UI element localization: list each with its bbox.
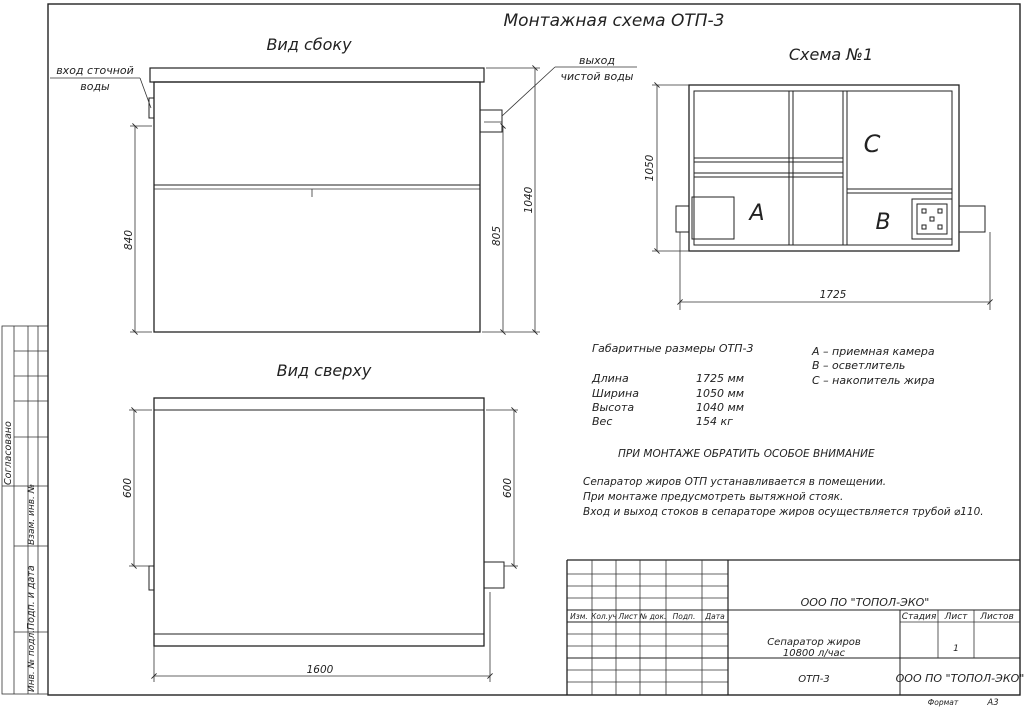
sheet-title: Монтажная схема ОТП-3: [503, 11, 725, 31]
tb-sheet-number: 1: [953, 644, 959, 654]
tb-stage-header: Стадия: [901, 612, 937, 622]
side-label-original-inv: Инв. № подл.: [27, 629, 37, 692]
format-value: А3: [987, 698, 999, 707]
note-line-2: При монтаже предусмотреть вытяжной стояк.: [583, 491, 844, 503]
tb-product-line2: 10800 л/час: [782, 648, 846, 659]
inlet-label-line2: воды: [80, 80, 110, 93]
tb-org-top: ООО ПО "ТОПОЛ-ЭКО": [800, 596, 930, 609]
specs-block: [591, 342, 754, 428]
spec-name-height: Высота: [592, 401, 635, 414]
spec-name-weight: Вес: [592, 415, 613, 428]
side-view-lid: [150, 68, 484, 82]
legend-item-b: В – осветлитель: [812, 359, 906, 372]
side-label-agreed: Согласовано: [3, 421, 14, 485]
note-line-1: Сепаратор жиров ОТП устанавливается в помещении.: [583, 476, 887, 488]
zone-c-label: C: [863, 130, 881, 158]
tb-header-sheet: Лист: [618, 612, 638, 621]
top-inlet-pipe: [149, 566, 154, 590]
scheme-inner-outline: [694, 91, 952, 245]
approval-side-strip: [2, 326, 48, 694]
scheme-dim-1050: 1050: [644, 154, 656, 182]
legend-item-c: С – накопитель жира: [812, 374, 935, 387]
tb-product-line1: Сепаратор жиров: [767, 637, 861, 648]
specs-title: Габаритные размеры ОТП-3: [592, 342, 754, 355]
scheme-outer-outline: [689, 85, 959, 251]
side-label-replacement-inv: Взам. инв. №: [27, 483, 37, 545]
side-dim-840: 840: [123, 229, 135, 251]
scheme-outlet-pipe: [959, 206, 985, 232]
side-view: [50, 35, 637, 332]
side-view-body: [154, 82, 480, 332]
inlet-label-line1: вход сточной: [56, 64, 134, 77]
spec-value-weight: 154 кг: [696, 415, 733, 428]
spec-name-width: Ширина: [592, 387, 639, 400]
scheme-dim-1725: 1725: [819, 289, 847, 301]
installation-notes: [583, 448, 984, 518]
zone-a-label: A: [749, 201, 765, 226]
top-dim-1600: 1600: [306, 664, 334, 676]
side-outlet-pipe: [480, 110, 502, 132]
outlet-label-line2: чистой воды: [560, 70, 634, 83]
tb-header-sign: Подп.: [672, 612, 696, 621]
tb-sheet-header: Лист: [944, 612, 968, 622]
spec-value-length: 1725 мм: [696, 372, 745, 385]
format-label: Формат: [927, 698, 959, 707]
zone-b-label: B: [875, 210, 891, 235]
scheme-plan: [644, 45, 990, 310]
note-line-3: Вход и выход стоков в сепараторе жиров осуществляется трубой ⌀110.: [583, 506, 984, 518]
spec-value-height: 1040 мм: [696, 401, 745, 414]
tb-designation: ОТП-3: [798, 674, 830, 685]
tb-header-doc: № док.: [639, 612, 667, 621]
scheme-inlet-box: [692, 197, 734, 239]
tb-header-change: Изм.: [570, 612, 588, 621]
side-view-title: Вид сбоку: [266, 35, 352, 54]
top-view-title: Вид сверху: [276, 361, 372, 380]
side-dim-1040: 1040: [523, 186, 535, 214]
tb-header-date: Дата: [705, 612, 725, 621]
top-dim-600-right: 600: [502, 477, 514, 499]
top-outlet-pipe: [484, 562, 504, 588]
side-label-sign-date: Подп. и дата: [26, 565, 37, 630]
zone-legend: [811, 345, 935, 387]
spec-name-length: Длина: [592, 372, 629, 385]
top-view-body: [154, 398, 484, 646]
scheme-title: Схема №1: [788, 45, 874, 64]
tb-org-bottom: ООО ПО "ТОПОЛ-ЭКО": [895, 672, 1024, 685]
scheme-inlet-pipe: [676, 206, 689, 232]
spec-value-width: 1050 мм: [696, 387, 745, 400]
side-dim-805: 805: [491, 225, 503, 247]
notes-heading: ПРИ МОНТАЖЕ ОБРАТИТЬ ОСОБОЕ ВНИМАНИЕ: [618, 448, 875, 460]
title-block: [567, 560, 1024, 707]
tb-sheets-header: Листов: [980, 612, 1014, 622]
outlet-label-line1: выход: [578, 54, 616, 67]
top-view: [122, 361, 518, 682]
top-dim-600-left: 600: [122, 477, 134, 499]
legend-item-a: А – приемная камера: [812, 345, 935, 358]
side-inlet-pipe: [149, 98, 154, 118]
tb-header-qty: Кол.уч: [591, 612, 617, 621]
scheme-drain-cover: [912, 199, 952, 239]
